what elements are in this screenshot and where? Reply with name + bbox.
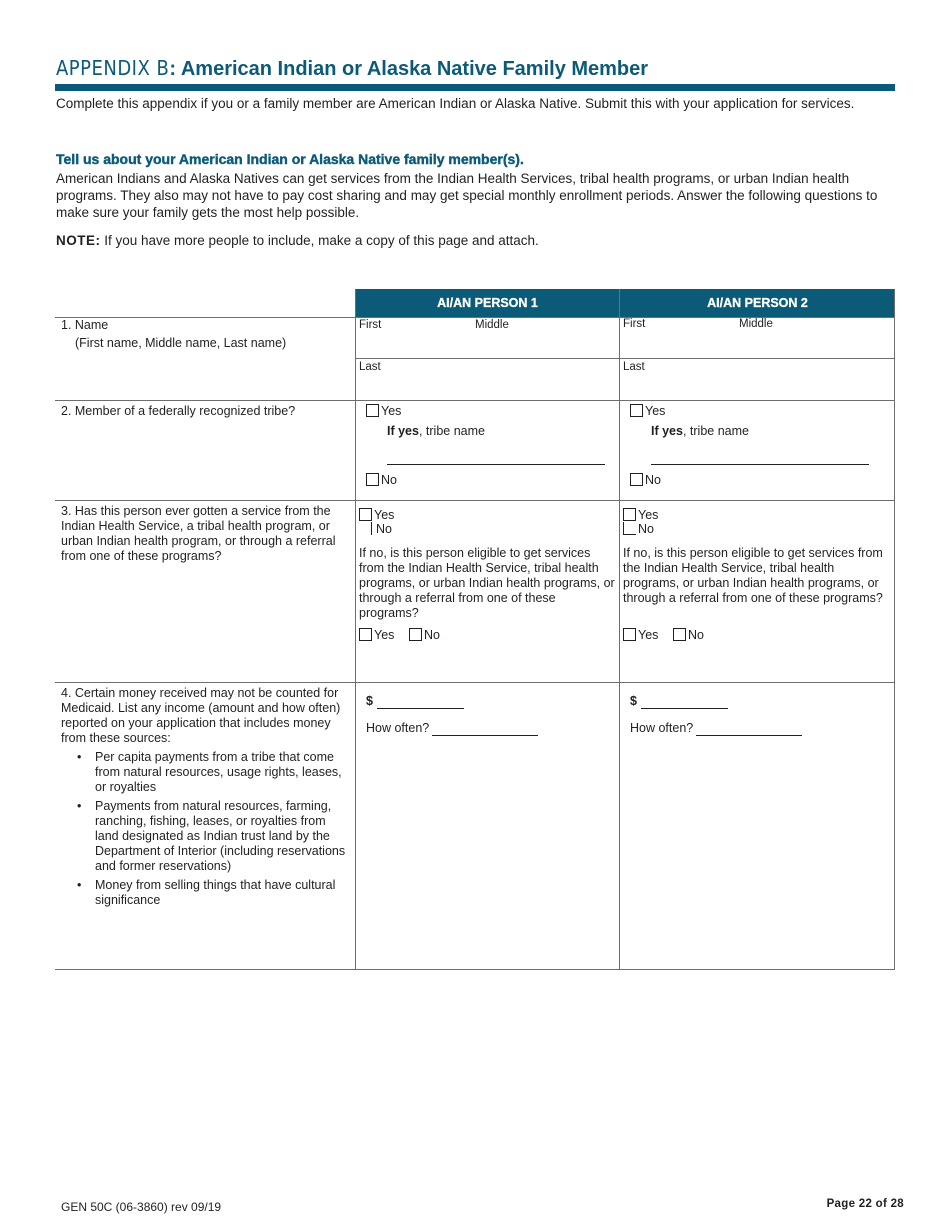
person2-tribe-no-checkbox[interactable] <box>630 473 661 487</box>
option-label: Yes <box>381 404 402 418</box>
person1-tribe-no-checkbox[interactable] <box>366 473 397 487</box>
person2-last-field[interactable]: Last <box>623 361 645 373</box>
person1-tribe-yes-checkbox[interactable] <box>366 404 401 418</box>
question-2-label: 2. Member of a federally recognized tribe? <box>61 404 296 418</box>
question-4 <box>61 686 349 908</box>
page-number: Page 22 of 28 <box>826 1198 904 1210</box>
table-rule <box>356 358 895 359</box>
list-item: • Money from selling things that have cultural significance <box>75 878 349 908</box>
option-label: Yes <box>645 404 666 418</box>
column-header-person-2: AI/AN PERSON 2 <box>620 289 895 317</box>
option-label: No <box>381 473 397 487</box>
person1-middle-field[interactable]: Middle <box>475 319 509 331</box>
person1-amount-line[interactable] <box>377 708 464 709</box>
checkbox-box[interactable] <box>623 508 636 521</box>
question-1-sub: (First name, Middle name, Last name) <box>75 336 287 350</box>
list-item: • Payments from natural resources, farming, ranching, fishing, leases, or royalties from land designated as Indian trust land by the Department of Interior (including reservations and former reservations) <box>75 799 349 874</box>
person2-service-yes-checkbox[interactable] <box>623 508 658 522</box>
section-subhead: Tell us about your American Indian or Alaska Native family member(s). <box>56 151 524 167</box>
income-source-list <box>75 750 349 908</box>
checkbox-box[interactable] <box>359 508 372 521</box>
question-1-label: 1. Name <box>61 318 109 332</box>
table-rule <box>619 289 620 970</box>
person2-middle-field[interactable]: Middle <box>739 318 773 330</box>
checkbox-box[interactable] <box>673 628 686 641</box>
body-paragraph: American Indians and Alaska Natives can get services from the Indian Health Services, tribal health programs, or urban Indian health programs. They also may not have to pay cost sharing and may get special monthly enrollment periods. Answer the following questions to make sure your family gets the most help possible. <box>56 171 878 221</box>
title-rule <box>55 84 895 91</box>
person1-how-often-label: How often? <box>366 721 430 735</box>
person2-how-often-line[interactable] <box>696 735 802 736</box>
table-rule <box>355 289 356 970</box>
table-rule <box>55 400 895 401</box>
option-label: No <box>645 473 661 487</box>
if-yes-bold: If yes <box>387 424 419 438</box>
person1-service-no-checkbox[interactable] <box>371 522 392 536</box>
page-title <box>56 56 648 81</box>
person1-tribe-name-line[interactable] <box>387 464 605 465</box>
option-label: No <box>638 522 654 536</box>
title-prefix: APPENDIX B <box>56 56 170 80</box>
person2-if-yes-label <box>651 424 749 438</box>
person2-amount-line[interactable] <box>641 708 728 709</box>
person2-service-no-checkbox[interactable] <box>623 522 654 536</box>
table-rule <box>55 969 895 970</box>
person1-last-field[interactable]: Last <box>359 361 381 373</box>
person1-dollar-sign: $ <box>366 694 373 708</box>
person2-eligible-yes-checkbox[interactable] <box>623 628 658 642</box>
if-yes-rest: , tribe name <box>418 424 485 438</box>
title-text: : American Indian or Alaska Native Family Member <box>169 58 649 80</box>
person1-eligible-yes-checkbox[interactable] <box>359 628 394 642</box>
person2-dollar-sign: $ <box>630 694 637 708</box>
note-text: If you have more people to include, make a copy of this page and attach. <box>100 233 539 248</box>
question-4-label: 4. Certain money received may not be counted for Medicaid. List any income (amount and how often) reported on your application that includes money from these sources: <box>61 686 341 745</box>
checkbox-box[interactable] <box>366 473 379 486</box>
if-yes-bold: If yes <box>651 424 683 438</box>
person1-eligible-no-checkbox[interactable] <box>409 628 440 642</box>
person2-how-often-label: How often? <box>630 721 694 735</box>
person2-eligibility-question: If no, is this person eligible to get services from the Indian Health Service, tribal health programs, or urban Indian health programs, or through a referral from one of these programs? <box>623 546 883 605</box>
option-label: No <box>376 522 392 536</box>
option-label: Yes <box>638 628 659 642</box>
checkbox-box[interactable] <box>623 628 636 641</box>
checkbox-box[interactable] <box>630 404 643 417</box>
option-label: No <box>688 628 704 642</box>
note <box>56 233 539 248</box>
list-item: • Per capita payments from a tribe that come from natural resources, usage rights, leases, or royalties <box>75 750 349 795</box>
option-label: Yes <box>374 508 395 522</box>
person1-if-yes-label <box>387 424 485 438</box>
checkbox-box[interactable] <box>359 628 372 641</box>
person2-first-field[interactable]: First <box>623 318 646 330</box>
person1-eligibility-question: If no, is this person eligible to get services from the Indian Health Service, tribal health programs, or urban Indian health programs, or through a referral from one of these programs? <box>359 546 615 620</box>
table-rule <box>55 500 895 501</box>
table-rule <box>894 289 895 970</box>
checkbox-box[interactable] <box>371 522 372 535</box>
person1-service-yes-checkbox[interactable] <box>359 508 394 522</box>
person1-how-often-line[interactable] <box>432 735 538 736</box>
note-label: NOTE: <box>56 233 101 248</box>
person2-tribe-name-line[interactable] <box>651 464 869 465</box>
intro-text: Complete this appendix if you or a family member are American Indian or Alaska Native. Submit this with your application for services. <box>56 96 855 111</box>
option-label: Yes <box>638 508 659 522</box>
option-label: No <box>424 628 440 642</box>
column-header-person-1: AI/AN PERSON 1 <box>356 289 619 317</box>
person1-first-field[interactable]: First <box>359 319 382 331</box>
table-rule <box>55 682 895 683</box>
if-yes-rest: , tribe name <box>682 424 749 438</box>
checkbox-box[interactable] <box>630 473 643 486</box>
checkbox-box[interactable] <box>623 522 636 535</box>
option-label: Yes <box>374 628 395 642</box>
question-3-label: 3. Has this person ever gotten a service from the Indian Health Service, a tribal health program, or urban Indian health program, or through a referral from one of these programs? <box>61 504 336 563</box>
person2-eligible-no-checkbox[interactable] <box>673 628 704 642</box>
checkbox-box[interactable] <box>409 628 422 641</box>
form-id: GEN 50C (06-3860) rev 09/19 <box>61 1200 222 1214</box>
person2-tribe-yes-checkbox[interactable] <box>630 404 665 418</box>
checkbox-box[interactable] <box>366 404 379 417</box>
